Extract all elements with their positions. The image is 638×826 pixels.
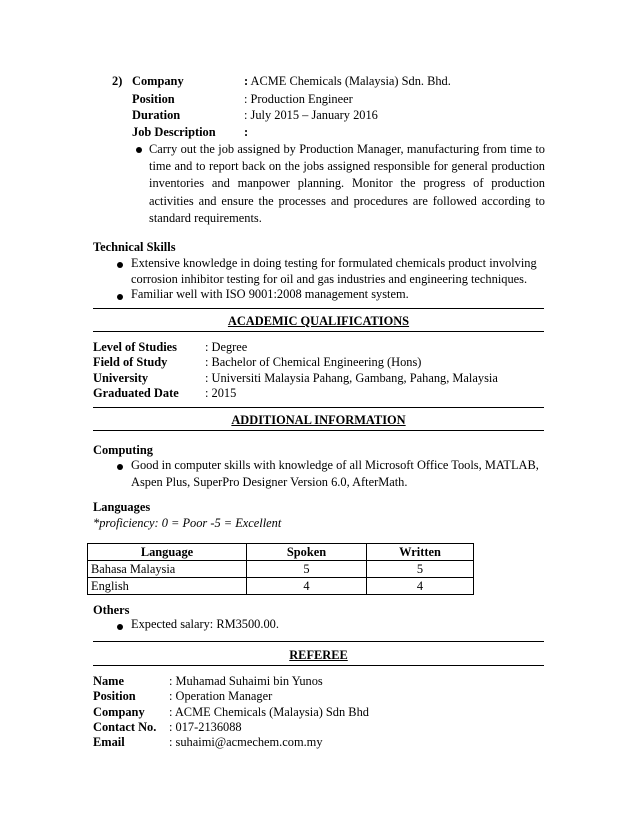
job-company-value: : ACME Chemicals (Malaysia) Sdn. Bhd. — [244, 74, 451, 88]
level-of-studies-value: : Degree — [205, 340, 248, 354]
technical-skill-item: Extensive knowledge in doing testing for formulated chemicals product involving corrosion inhibitor testing for oil and gas industries and engineering techniques. — [131, 256, 537, 286]
referee-position-value: : Operation Manager — [169, 689, 273, 703]
job-description-colon: : — [244, 125, 249, 139]
language-cell: Bahasa Malaysia — [88, 561, 247, 578]
written-cell: 5 — [367, 561, 474, 578]
technical-skill-item: Familiar well with ISO 9001:2008 management system. — [131, 287, 409, 301]
referee-contact-label: Contact No. — [93, 720, 157, 734]
field-of-study-label: Field of Study — [93, 355, 168, 369]
field-of-study-value: : Bachelor of Chemical Engineering (Hons) — [205, 355, 422, 369]
spoken-cell: 4 — [247, 578, 367, 595]
bullet-icon — [117, 262, 123, 268]
referee-email-label: Email — [93, 735, 125, 749]
graduated-date-value: : 2015 — [205, 386, 237, 400]
computing-item: Good in computer skills with knowledge of all Microsoft Office Tools, MATLAB, Aspen Plus, SuperPro Designer Version 6.0, AfterMath. — [131, 458, 539, 489]
job-description-label: Job Description — [132, 125, 216, 139]
job-description-text: Carry out the job assigned by Production Manager, manufacturing from time to time and to report back on the jobs assigned responsible for general production inventories and manpower planning. Monitor the progress of production activities and ensure the processes and procedures are followed according to standard requirements. — [149, 142, 545, 225]
section-divider — [93, 641, 544, 642]
referee-position-label: Position — [93, 689, 136, 703]
job-duration-value: : July 2015 – January 2016 — [244, 108, 378, 122]
job-company-text: ACME Chemicals (Malaysia) Sdn. Bhd. — [248, 74, 451, 88]
job-position-label: Position — [132, 92, 175, 106]
table-row — [88, 578, 474, 595]
job-number: 2) — [112, 74, 123, 88]
computing-heading: Computing — [93, 443, 153, 457]
bullet-icon — [117, 294, 123, 300]
university-label: University — [93, 371, 149, 385]
technical-skills-heading: Technical Skills — [93, 240, 176, 254]
referee-section-title: REFEREE — [289, 648, 348, 662]
others-heading: Others — [93, 603, 130, 617]
university-value: : Universiti Malaysia Pahang, Gambang, Pahang, Malaysia — [205, 371, 498, 385]
language-cell: English — [88, 578, 247, 595]
proficiency-note: *proficiency: 0 = Poor -5 = Excellent — [93, 516, 282, 530]
section-divider — [93, 665, 544, 666]
academic-section-title: ACADEMIC QUALIFICATIONS — [227, 314, 410, 328]
additional-section-title: ADDITIONAL INFORMATION — [231, 413, 406, 427]
referee-name-value: : Muhamad Suhaimi bin Yunos — [169, 674, 323, 688]
spoken-cell: 5 — [247, 561, 367, 578]
job-duration-label: Duration — [132, 108, 181, 122]
column-header-written: Written — [367, 544, 474, 561]
referee-email-value: : suhaimi@acmechem.com.my — [169, 735, 323, 749]
written-cell: 4 — [367, 578, 474, 595]
section-divider — [93, 331, 544, 332]
section-divider — [93, 407, 544, 408]
table-header-row — [88, 544, 474, 561]
job-company-label: Company — [132, 74, 184, 88]
languages-heading: Languages — [93, 500, 151, 514]
column-header-spoken: Spoken — [247, 544, 367, 561]
table-row — [88, 561, 474, 578]
referee-company-label: Company — [93, 705, 145, 719]
job-position-value: : Production Engineer — [244, 92, 353, 106]
referee-company-value: : ACME Chemicals (Malaysia) Sdn Bhd — [169, 705, 369, 719]
referee-name-label: Name — [93, 674, 124, 688]
section-divider — [93, 430, 544, 431]
section-divider — [93, 308, 544, 309]
column-header-language: Language — [88, 544, 247, 561]
referee-contact-value: : 017-2136088 — [169, 720, 242, 734]
graduated-date-label: Graduated Date — [93, 386, 179, 400]
level-of-studies-label: Level of Studies — [93, 340, 177, 354]
languages-table — [87, 543, 474, 595]
bullet-icon — [136, 147, 142, 153]
bullet-icon — [117, 624, 123, 630]
others-item: Expected salary: RM3500.00. — [131, 617, 279, 631]
bullet-icon — [117, 464, 123, 470]
